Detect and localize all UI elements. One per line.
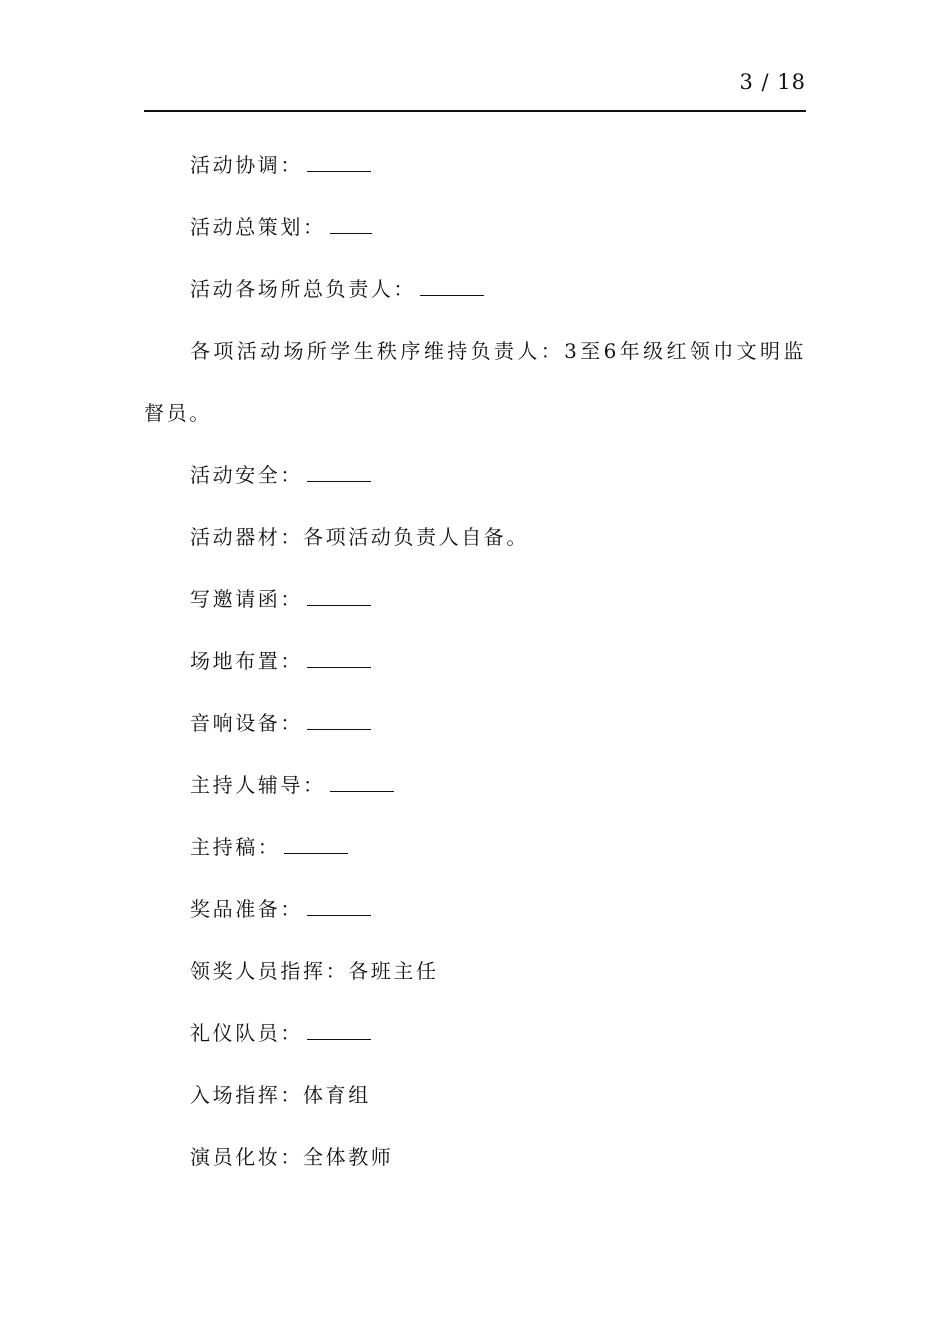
- item-prizes: [144, 878, 806, 940]
- item-chief-planner: [144, 196, 806, 258]
- item-host-script: [144, 816, 806, 878]
- fill-in-blank: [330, 215, 372, 234]
- fill-in-blank: [307, 1021, 371, 1040]
- item-equipment: [144, 506, 806, 568]
- item-label: 活动器材：: [190, 525, 303, 549]
- item-label: 音响设备：: [190, 711, 303, 735]
- item-label: 奖品准备：: [190, 897, 303, 921]
- item-label: 各项活动场所学生秩序维持负责人：: [190, 339, 565, 363]
- item-etiquette-team: [144, 1002, 806, 1064]
- item-makeup: [144, 1126, 806, 1188]
- item-order-keeper: [144, 320, 806, 444]
- item-value: 各项活动负责人自备。: [303, 525, 529, 549]
- item-label: 活动各场所总负责人：: [190, 277, 416, 301]
- item-label: 活动安全：: [190, 463, 303, 487]
- fill-in-blank: [420, 277, 484, 296]
- item-label: 主持人辅导：: [190, 773, 326, 797]
- item-value: 各班主任: [348, 959, 439, 983]
- fill-in-blank: [307, 897, 371, 916]
- header-divider: [144, 110, 806, 112]
- fill-in-blank: [330, 773, 394, 792]
- item-label: 场地布置：: [190, 649, 303, 673]
- fill-in-blank: [307, 463, 371, 482]
- item-label: 活动总策划：: [190, 215, 326, 239]
- item-value: 体育组: [303, 1083, 371, 1107]
- item-invitations: [144, 568, 806, 630]
- fill-in-blank: [307, 153, 371, 172]
- fill-in-blank: [307, 711, 371, 730]
- item-value: 全体教师: [303, 1145, 394, 1169]
- item-entrance-direction: [144, 1064, 806, 1126]
- item-host-coaching: [144, 754, 806, 816]
- fill-in-blank: [284, 835, 348, 854]
- item-label: 主持稿：: [190, 835, 281, 859]
- item-safety: [144, 444, 806, 506]
- fill-in-blank: [307, 649, 371, 668]
- item-value: 3至6年级红领巾文明监督员。: [144, 339, 806, 425]
- document-body: [144, 134, 806, 1188]
- item-label: 活动协调：: [190, 153, 303, 177]
- item-label: 领奖人员指挥：: [190, 959, 349, 983]
- item-venue-setup: [144, 630, 806, 692]
- page-indicator: 3 / 18: [739, 70, 806, 94]
- item-label: 入场指挥：: [190, 1083, 303, 1107]
- item-label: 写邀请函：: [190, 587, 303, 611]
- item-label: 礼仪队员：: [190, 1021, 303, 1045]
- item-venue-chief: [144, 258, 806, 320]
- fill-in-blank: [307, 587, 371, 606]
- item-award-direction: [144, 940, 806, 1002]
- item-sound-equipment: [144, 692, 806, 754]
- item-label: 演员化妆：: [190, 1145, 303, 1169]
- item-activity-coordination: [144, 134, 806, 196]
